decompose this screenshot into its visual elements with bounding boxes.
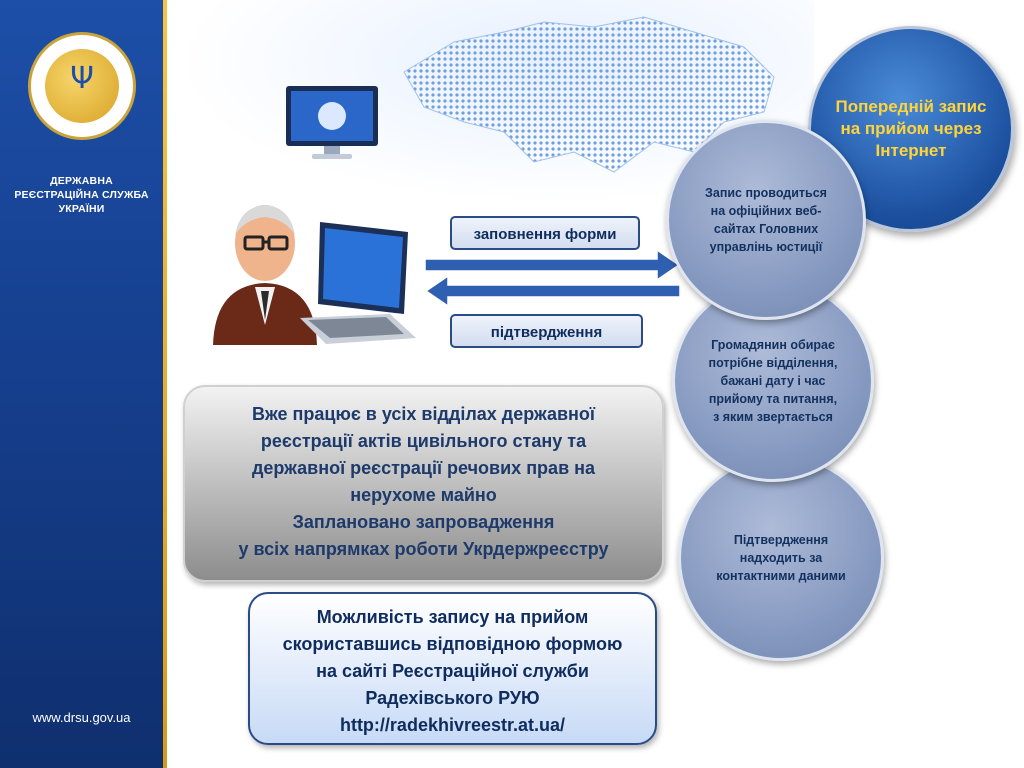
website-url[interactable]: www.drsu.gov.ua <box>32 710 131 725</box>
main-topic-text: Попередній запис на прийом через Інтернет <box>835 97 987 160</box>
laptop-icon <box>300 218 418 348</box>
status-info-text: Вже працює в усіх відділах державної реєстрації актів цивільного стану та державної реєстрації речових прав на нерухоме майно Заплановано запровадження у всіх напрямках роботи Укрдержреєстру <box>238 404 609 559</box>
seal-emblem <box>45 49 119 123</box>
step2-text: Громадянин обирає потрібне відділення, бажані дату і час прийому та питання, з яким звертається <box>708 338 838 424</box>
step-circle-websites <box>666 120 866 320</box>
monitor-icon <box>282 84 382 162</box>
status-info-box <box>183 385 664 582</box>
exchange-arrows-icon <box>425 248 680 308</box>
step1-text: Запис проводиться на офіційних веб-сайтах Головних управлінь юстиції <box>705 186 827 254</box>
organization-name: ДЕРЖАВНА РЕЄСТРАЦІЙНА СЛУЖБА УКРАЇНИ <box>14 175 149 215</box>
trident-icon: Ψ <box>70 61 94 96</box>
sidebar <box>0 0 163 768</box>
step-circle-confirmation <box>678 455 884 661</box>
sidebar-accent-stripe <box>163 0 167 768</box>
local-registration-box <box>248 592 657 745</box>
local-registration-text: Можливість запису на прийом скориставшись відповідною формою на сайті Реєстраційної служби Радехівського РУЮ http://radekhivreestr.at.ua/ <box>282 607 623 735</box>
trident-seal-icon <box>28 32 136 140</box>
fill-form-label: заповнення форми <box>450 216 640 250</box>
step3-text: Підтвердження надходить за контактними даними <box>716 533 846 583</box>
confirmation-label: підтвердження <box>450 314 643 348</box>
